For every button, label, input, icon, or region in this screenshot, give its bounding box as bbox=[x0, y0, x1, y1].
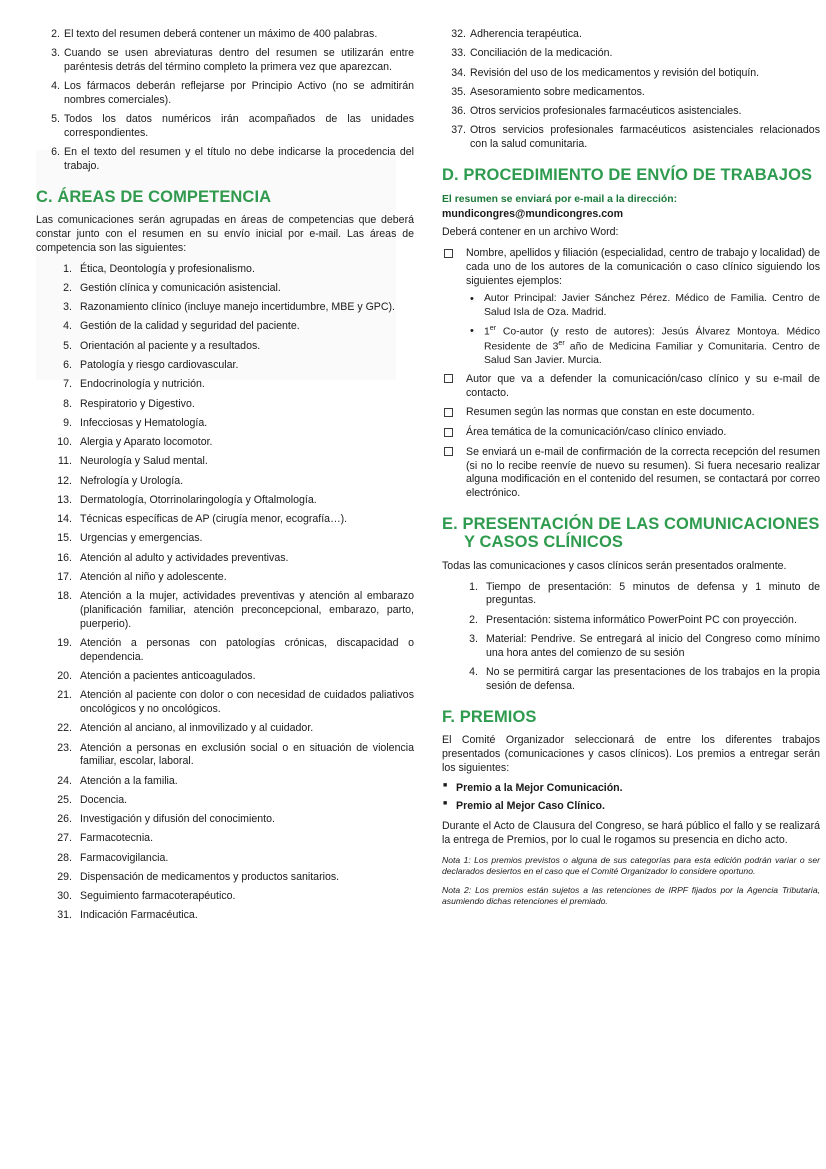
list-item-number: 31. bbox=[57, 909, 72, 922]
list-item-text: Resumen según las normas que constan en este documento. bbox=[466, 406, 755, 419]
list-item-number: 35. bbox=[451, 85, 466, 98]
list-item-number: 19. bbox=[57, 636, 72, 649]
list-item bbox=[442, 105, 820, 119]
list-item-text: Tiempo de presentación: 5 minutos de defensa y 1 minuto de preguntas. bbox=[486, 580, 820, 607]
list-item-text: Atención a pacientes anticoagulados. bbox=[80, 670, 256, 682]
list-item-text: Respiratorio y Digestivo. bbox=[80, 397, 195, 410]
list-item-number: 26. bbox=[57, 813, 72, 826]
list-item-text: No se permitirá cargar las presentaciones de los trabajos en la propia sesión de defensa. bbox=[486, 666, 820, 692]
list-item bbox=[442, 581, 820, 609]
list-item-text: Dermatología, Otorrinolaringología y Oftalmología. bbox=[80, 493, 317, 506]
list-item bbox=[36, 670, 414, 684]
list-item bbox=[36, 722, 414, 736]
list-item-text: Atención al adulto y actividades preventivas. bbox=[80, 551, 289, 564]
section-e-intro: Todas las comunicaciones y casos clínicos serán presentados oralmente. bbox=[442, 559, 787, 572]
checkbox-icon[interactable] bbox=[444, 447, 453, 456]
list-item-text: Atención a personas con patologías crónicas, discapacidad o dependencia. bbox=[80, 636, 414, 663]
list-item-text: Dispensación de medicamentos y productos sanitarios. bbox=[80, 870, 340, 883]
checkbox-icon[interactable] bbox=[444, 428, 453, 437]
list-item bbox=[36, 340, 414, 354]
list-item-number: 25. bbox=[57, 793, 72, 806]
list-item-number: 8. bbox=[63, 397, 72, 410]
list-item-number: 4. bbox=[51, 80, 60, 93]
list-item-number: 3. bbox=[63, 301, 72, 314]
list-item-number: 1. bbox=[63, 262, 72, 275]
left-column bbox=[36, 28, 414, 1151]
list-item-text: Otros servicios profesionales farmacéuticos asistenciales. bbox=[470, 105, 742, 118]
list-item-number: 5. bbox=[51, 113, 60, 126]
list-item bbox=[442, 247, 820, 367]
list-item bbox=[442, 614, 820, 628]
list-item bbox=[442, 67, 820, 81]
list-item-text: Cuando se usen abreviaturas dentro del resumen se utilizarán entre paréntesis detrás del término completo la primera vez que aparezcan. bbox=[64, 47, 414, 74]
list-item bbox=[442, 426, 820, 440]
list-item bbox=[36, 852, 414, 866]
list-item-text: Atención al paciente con dolor o con necesidad de cuidados paliativos oncológicos y no oncológicos. bbox=[80, 689, 414, 716]
list-item-number: 22. bbox=[57, 722, 72, 735]
list-item bbox=[466, 324, 820, 367]
list-item-text: Atención a la familia. bbox=[80, 774, 178, 787]
section-e-heading-line2: Y CASOS CLÍNICOS bbox=[464, 533, 623, 552]
list-item-number: 9. bbox=[63, 416, 72, 429]
list-item-text: En el texto del resumen y el título no debe indicarse la procedencia del trabajo. bbox=[64, 146, 414, 173]
list-item bbox=[36, 359, 414, 373]
list-item bbox=[442, 373, 820, 401]
list-item-text: Nombre, apellidos y filiación (especialidad, centro de trabajo y localidad) de cada uno de los autores de la comunicación o caso clínico siguiendo los siguientes ejemplos: bbox=[466, 247, 820, 287]
list-item-text: Docencia. bbox=[80, 793, 128, 806]
rules-list bbox=[36, 28, 414, 174]
list-item-text: Nefrología y Urología. bbox=[80, 474, 184, 487]
list-item bbox=[36, 282, 414, 296]
list-item-number: 28. bbox=[57, 851, 72, 864]
list-item-number: 10. bbox=[57, 436, 72, 449]
list-item-number: 23. bbox=[57, 741, 72, 754]
list-item-number: 36. bbox=[451, 105, 466, 118]
list-item bbox=[36, 813, 414, 827]
list-item-number: 33. bbox=[451, 47, 466, 60]
list-item-number: 6. bbox=[51, 146, 60, 159]
list-item-text: Razonamiento clínico (incluye manejo incertidumbre, MBE y GPC). bbox=[80, 301, 395, 314]
list-item bbox=[442, 633, 820, 661]
list-item bbox=[442, 86, 820, 100]
list-item bbox=[36, 494, 414, 508]
list-item bbox=[442, 28, 820, 42]
example-text2: año de Medicina Familiar y Comunitaria. Centro de Salud San Javier. Murcia. bbox=[484, 341, 820, 366]
submission-email[interactable]: mundicongres@mundicongres.com bbox=[442, 208, 624, 221]
list-item bbox=[36, 775, 414, 789]
list-item bbox=[36, 263, 414, 277]
list-item bbox=[442, 47, 820, 61]
list-item-text: Se enviará un e-mail de confirmación de la correcta recepción del resumen (si no lo recibe reenvíe de nuevo su resumen). Si fuera necesario realizar alguna modificación en el contenido del resumen, se contactará por correo electrónico. bbox=[466, 445, 820, 500]
list-item-text: Los fármacos deberán reflejarse por Principio Activo (no se admitirán nombres comerciales). bbox=[64, 80, 414, 107]
list-item-number: 5. bbox=[63, 339, 72, 352]
list-item-number: 3. bbox=[469, 633, 478, 646]
list-item-number: 27. bbox=[57, 832, 72, 845]
list-item bbox=[36, 571, 414, 585]
list-item-number: 14. bbox=[57, 513, 72, 526]
list-item bbox=[36, 590, 414, 631]
list-item bbox=[36, 532, 414, 546]
list-item-number: 7. bbox=[63, 378, 72, 391]
list-item bbox=[36, 320, 414, 334]
list-item-text: Revisión del uso de los medicamentos y revisión del botiquín. bbox=[470, 66, 760, 79]
list-item bbox=[442, 446, 820, 501]
note-2: Nota 2: Los premios están sujetos a las retenciones de IRPF fijados por la Agencia Tributaria, asumiendo dichas retenciones el premiado. bbox=[442, 884, 820, 906]
list-item-text: Autor que va a defender la comunicación/caso clínico y su e-mail de contacto. bbox=[466, 372, 820, 399]
list-item bbox=[36, 146, 414, 174]
list-item bbox=[36, 436, 414, 450]
list-item-number: 12. bbox=[57, 474, 72, 487]
list-item-text: Seguimiento farmacoterapéutico. bbox=[80, 890, 236, 903]
list-item-text: Gestión clínica y comunicación asistencial. bbox=[80, 281, 281, 294]
list-item-text: Atención a la mujer, actividades preventivas y atención al embarazo (planificación familiar, atención preconcepcional, embarazo, parto, puerperio). bbox=[80, 590, 414, 630]
list-item-number: 37. bbox=[451, 124, 466, 137]
list-item bbox=[442, 666, 820, 694]
list-item-text: Farmacotecnia. bbox=[80, 832, 154, 845]
list-item-number: 34. bbox=[451, 66, 466, 79]
list-item-text: Neurología y Salud mental. bbox=[80, 455, 208, 468]
submission-checklist bbox=[442, 247, 820, 501]
list-item bbox=[36, 637, 414, 665]
checkbox-icon[interactable] bbox=[444, 374, 453, 383]
presentation-list bbox=[442, 581, 820, 694]
list-item-number: 32. bbox=[451, 28, 466, 40]
list-item-text: Autor Principal: Javier Sánchez Pérez. Médico de Familia. Centro de Salud Isla de Oza. Madrid. bbox=[484, 293, 820, 318]
list-item-number: 16. bbox=[57, 551, 72, 564]
right-column bbox=[442, 28, 820, 1151]
list-item bbox=[36, 80, 414, 108]
list-item-text: Área temática de la comunicación/caso clínico enviado. bbox=[466, 426, 727, 439]
list-item bbox=[36, 475, 414, 489]
list-item-text: Urgencias y emergencias. bbox=[80, 532, 203, 545]
list-item-number: 6. bbox=[63, 358, 72, 371]
list-item-text: Adherencia terapéutica. bbox=[470, 28, 582, 40]
list-item bbox=[36, 398, 414, 412]
list-item-number: 24. bbox=[57, 774, 72, 787]
section-d-subheading: El resumen se enviará por e-mail a la dirección: bbox=[442, 194, 678, 206]
list-item bbox=[36, 832, 414, 846]
list-item bbox=[36, 378, 414, 392]
section-d-heading: D. PROCEDIMIENTO DE ENVÍO DE TRABAJOS bbox=[442, 165, 813, 184]
list-item-text: Asesoramiento sobre medicamentos. bbox=[470, 85, 645, 98]
list-item-text: El texto del resumen deberá contener un máximo de 400 palabras. bbox=[64, 28, 378, 40]
list-item-number: 15. bbox=[57, 532, 72, 545]
section-d-lead: Deberá contener en un archivo Word: bbox=[442, 226, 619, 239]
list-item bbox=[36, 689, 414, 717]
list-item-text: Patología y riesgo cardiovascular. bbox=[80, 358, 239, 371]
list-item-text: Todos los datos numéricos irán acompañados de las unidades correspondientes. bbox=[64, 113, 414, 140]
list-item-number: 2. bbox=[63, 281, 72, 294]
list-item bbox=[36, 28, 414, 42]
list-item-number: 29. bbox=[57, 870, 72, 883]
list-item-text: Presentación: sistema informático PowerPoint PC con proyección. bbox=[486, 613, 797, 626]
list-item-text: Alergia y Aparato locomotor. bbox=[80, 436, 213, 449]
list-item-number: 13. bbox=[57, 493, 72, 506]
list-item bbox=[36, 455, 414, 469]
section-c-intro: Las comunicaciones serán agrupadas en áreas de competencias que deberá constar junto con el resumen en su envío inicial por e-mail. Las áreas de competencia son las siguientes: bbox=[36, 214, 414, 254]
list-item-text: Indicación Farmacéutica. bbox=[80, 909, 198, 922]
list-item-text: Conciliación de la medicación. bbox=[470, 47, 613, 60]
list-item-number: 17. bbox=[57, 570, 72, 583]
list-item bbox=[442, 124, 820, 152]
example-sup: er bbox=[489, 325, 497, 333]
list-item bbox=[36, 794, 414, 808]
list-item bbox=[36, 742, 414, 770]
list-item bbox=[36, 909, 414, 923]
list-item bbox=[36, 890, 414, 904]
list-item-number: 21. bbox=[57, 689, 72, 702]
checkbox-icon[interactable] bbox=[444, 408, 453, 417]
checkbox-icon[interactable] bbox=[444, 249, 453, 258]
list-item bbox=[442, 406, 820, 420]
list-item: ■ Premio a la Mejor Comunicación. bbox=[442, 782, 820, 796]
list-item bbox=[36, 871, 414, 885]
example-text: Co-autor (y resto de autores): Jesús Álvarez Montoya. Médico Residente de 3 bbox=[484, 326, 820, 353]
list-item-number: 30. bbox=[57, 890, 72, 903]
example-sup2: er bbox=[558, 339, 565, 347]
list-item-text: Gestión de la calidad y seguridad del paciente. bbox=[80, 320, 300, 333]
example-prefix: 1 bbox=[484, 326, 490, 338]
list-item-number: 4. bbox=[63, 320, 72, 333]
list-item-text: Farmacovigilancia. bbox=[80, 851, 169, 864]
author-examples-list bbox=[466, 292, 820, 367]
list-item bbox=[36, 417, 414, 431]
list-item bbox=[36, 47, 414, 75]
list-item-text: Atención al anciano, al inmovilizado y al cuidador. bbox=[80, 722, 314, 735]
list-item bbox=[466, 292, 820, 319]
list-item-text: Material: Pendrive. Se entregará al inicio del Congreso como mínimo una hora antes del comienzo de su sesión bbox=[486, 633, 820, 659]
list-item-text: Endocrinología y nutrición. bbox=[80, 378, 205, 391]
list-item-number: 2. bbox=[469, 613, 478, 626]
section-f-closing: Durante el Acto de Clausura del Congreso, se hará público el fallo y se realizará la entrega de Premios, por lo cual le rogamos su presencia en dicho acto. bbox=[442, 819, 820, 846]
section-f-heading: F. PREMIOS bbox=[442, 707, 537, 726]
list-item bbox=[36, 513, 414, 527]
list-item-number: 3. bbox=[51, 47, 60, 60]
list-item-number: 1. bbox=[469, 580, 478, 593]
prizes-list bbox=[442, 782, 820, 814]
list-item-text: Técnicas específicas de AP (cirugía menor, ecografía…). bbox=[80, 513, 348, 526]
section-e-heading bbox=[442, 515, 820, 552]
list-item bbox=[36, 552, 414, 566]
list-item-number: 18. bbox=[57, 590, 72, 603]
competence-areas-list bbox=[36, 263, 414, 924]
list-item-number: 2. bbox=[51, 28, 60, 40]
list-item-text: Atención a personas en exclusión social o en situación de violencia familiar, escolar, laboral. bbox=[80, 741, 414, 768]
section-f-intro: El Comité Organizador seleccionará de entre los diferentes trabajos presentados (comunicaciones y casos clínicos). Los premios a entregar serán los siguientes: bbox=[442, 734, 820, 774]
list-item-number: 20. bbox=[57, 670, 72, 682]
two-column-layout bbox=[36, 28, 820, 1151]
list-item: ■ Premio al Mejor Caso Clínico. bbox=[442, 800, 820, 814]
list-item-text: Otros servicios profesionales farmacéuticos asistenciales relacionados con la salud comunitaria. bbox=[470, 124, 820, 151]
list-item-text: Investigación y difusión del conocimiento. bbox=[80, 813, 275, 826]
list-item-text: Infecciosas y Hematología. bbox=[80, 416, 208, 429]
note-1: Nota 1: Los premios previstos o alguna de sus categorías para esta edición podrán variar o ser declarados desiertos en el caso que el Comité Organizador lo considere oportuno. bbox=[442, 855, 820, 877]
list-item-text: Orientación al paciente y a resultados. bbox=[80, 339, 261, 352]
competence-areas-continued-list bbox=[442, 28, 820, 152]
list-item-text: Ética, Deontología y profesionalismo. bbox=[80, 262, 255, 275]
section-e-heading-line1: E. PRESENTACIÓN DE LAS COMUNICACIONES bbox=[442, 515, 820, 534]
list-item-number: 4. bbox=[469, 666, 478, 679]
list-item bbox=[36, 301, 414, 315]
list-item bbox=[36, 113, 414, 141]
section-c-heading: C. ÁREAS DE COMPETENCIA bbox=[36, 187, 272, 206]
list-item-number: 11. bbox=[58, 455, 72, 468]
list-item-text: Atención al niño y adolescente. bbox=[80, 570, 227, 583]
